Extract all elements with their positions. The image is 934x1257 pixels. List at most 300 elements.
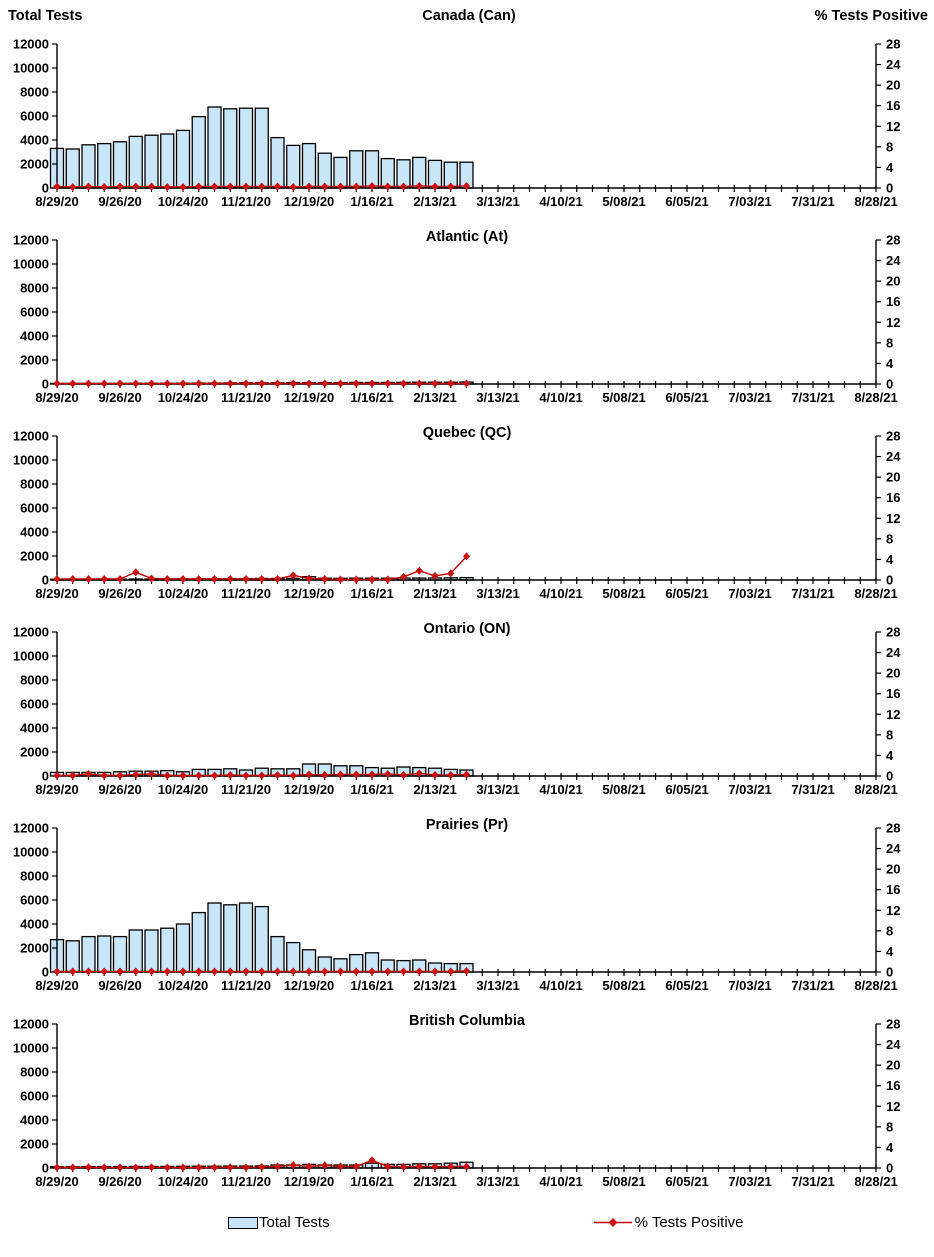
- left-tick-label: 0: [41, 180, 49, 196]
- chart-title-canada: Canada (Can): [422, 8, 516, 24]
- pct-positive-marker-icon: [305, 379, 312, 387]
- ticks: [52, 632, 881, 780]
- x-tick-label: 7/31/21: [791, 586, 835, 601]
- left-tick-label: 12000: [12, 1016, 49, 1032]
- right-tick-label: 16: [886, 294, 901, 310]
- axes: [57, 632, 876, 776]
- bar: [240, 903, 253, 972]
- x-tick-label: 7/03/21: [728, 1174, 772, 1189]
- x-tick-label: 6/05/21: [665, 978, 709, 993]
- x-tick-label: 7/03/21: [728, 978, 772, 993]
- right-tick-label: 20: [886, 665, 901, 681]
- right-axis-title: % Tests Positive: [814, 8, 928, 24]
- left-tick-label: 12000: [12, 624, 49, 640]
- bar: [145, 135, 158, 188]
- x-tick-label: 12/19/20: [283, 1174, 335, 1189]
- x-tick-label: 4/10/21: [539, 194, 583, 209]
- pct-positive-marker-icon: [53, 379, 60, 387]
- x-tick-label: 7/31/21: [791, 390, 835, 405]
- pct-positive-marker-icon: [85, 379, 92, 387]
- left-tick-label: 12000: [12, 36, 49, 52]
- left-tick-label: 6000: [20, 304, 49, 320]
- pct-positive-marker-icon: [211, 575, 218, 583]
- x-tick-label: 3/13/21: [476, 1174, 520, 1189]
- left-tick-label: 0: [41, 768, 49, 784]
- pct-positive-marker-icon: [337, 1162, 344, 1170]
- bar: [255, 907, 268, 972]
- x-tick-label: 6/05/21: [665, 586, 709, 601]
- x-tick-label: 12/19/20: [283, 390, 335, 405]
- pct-positive-marker-icon: [101, 379, 108, 387]
- x-tick-label: 1/16/21: [350, 390, 394, 405]
- left-tick-label: 8000: [20, 84, 49, 100]
- left-tick-label: 10000: [12, 60, 49, 76]
- x-tick-label: 8/29/20: [35, 194, 79, 209]
- x-tick-label: 1/16/21: [350, 782, 394, 797]
- pct-positive-marker-icon: [321, 575, 328, 583]
- pct-positive-marker-icon: [148, 379, 155, 387]
- left-tick-label: 10000: [12, 256, 49, 272]
- right-tick-label: 0: [886, 572, 894, 588]
- left-tick-label: 6000: [20, 1088, 49, 1104]
- legend-item-total-tests: [228, 1214, 330, 1231]
- tick-labels: [13, 429, 901, 602]
- x-tick-label: 5/08/21: [602, 782, 646, 797]
- right-tick-label: 20: [886, 861, 901, 877]
- chart-panel-canada: [0, 34, 934, 230]
- left-tick-label: 2000: [20, 548, 49, 564]
- right-tick-label: 12: [886, 314, 901, 330]
- bar: [287, 145, 300, 188]
- right-tick-label: 20: [886, 273, 901, 289]
- x-tick-label: 3/13/21: [476, 194, 520, 209]
- chart-panel-british-columbia: [0, 1014, 934, 1210]
- left-tick-label: 0: [41, 964, 49, 980]
- chart-panel-canada-header: [0, 0, 934, 34]
- chart-prairies: [0, 818, 934, 1014]
- pct-positive-marker-icon: [85, 770, 92, 778]
- pct-positive-marker-icon: [384, 575, 391, 583]
- bar: [98, 936, 111, 972]
- x-tick-label: 10/24/20: [157, 978, 209, 993]
- right-tick-label: 0: [886, 964, 894, 980]
- x-tick-label: 8/29/20: [35, 978, 79, 993]
- x-tick-label: 2/13/21: [413, 782, 457, 797]
- left-tick-label: 4000: [20, 328, 49, 344]
- right-tick-label: 24: [886, 253, 901, 269]
- x-tick-label: 8/28/21: [854, 390, 898, 405]
- pct-positive-marker-icon: [368, 379, 375, 387]
- pct-positive-marker-icon: [242, 575, 249, 583]
- x-tick-label: 7/31/21: [791, 978, 835, 993]
- x-tick-label: 11/21/20: [221, 782, 271, 797]
- pct-positive-marker-icon: [353, 575, 360, 583]
- x-tick-label: 10/24/20: [157, 586, 209, 601]
- x-tick-label: 6/05/21: [665, 782, 709, 797]
- bar: [271, 937, 284, 972]
- bar: [129, 136, 142, 188]
- pct-positive-marker-icon: [258, 1163, 265, 1171]
- right-tick-label: 24: [886, 449, 901, 465]
- left-tick-label: 2000: [20, 940, 49, 956]
- pct-positive-marker-icon: [227, 575, 234, 583]
- x-tick-label: 8/28/21: [854, 194, 898, 209]
- legend-item-pct-positive: [592, 1214, 744, 1231]
- pct-positive-marker-icon: [305, 1162, 312, 1170]
- right-tick-label: 12: [886, 118, 901, 134]
- x-tick-label: 1/16/21: [350, 586, 394, 601]
- chart-panel-ontario: [0, 622, 934, 818]
- right-tick-label: 28: [886, 820, 901, 836]
- pct-positive-marker-icon: [258, 379, 265, 387]
- right-tick-label: 4: [886, 159, 894, 175]
- left-tick-label: 2000: [20, 744, 49, 760]
- x-tick-label: 7/03/21: [728, 194, 772, 209]
- x-tick-label: 6/05/21: [665, 1174, 709, 1189]
- x-tick-label: 5/08/21: [602, 1174, 646, 1189]
- x-tick-label: 3/13/21: [476, 978, 520, 993]
- x-tick-label: 9/26/20: [98, 586, 142, 601]
- x-tick-label: 7/03/21: [728, 390, 772, 405]
- pct-positive-marker-icon: [69, 575, 76, 583]
- right-tick-label: 8: [886, 1119, 894, 1135]
- right-tick-label: 20: [886, 469, 901, 485]
- pct-positive-marker-icon: [384, 1162, 391, 1170]
- pct-positive-marker-icon: [132, 379, 139, 387]
- bar: [208, 107, 221, 188]
- x-tick-label: 12/19/20: [283, 194, 335, 209]
- right-tick-label: 8: [886, 531, 894, 547]
- x-tick-label: 7/31/21: [791, 1174, 835, 1189]
- pct-positive-marker-icon: [148, 574, 155, 582]
- left-tick-label: 10000: [12, 648, 49, 664]
- chart-canada: [0, 34, 934, 230]
- left-tick-label: 4000: [20, 916, 49, 932]
- x-tick-label: 7/31/21: [791, 194, 835, 209]
- x-tick-label: 2/13/21: [413, 978, 457, 993]
- pct-positive-marker-icon: [164, 379, 171, 387]
- pct-positive-marker-icon: [69, 379, 76, 387]
- chart-atlantic: [0, 230, 934, 426]
- left-tick-label: 4000: [20, 132, 49, 148]
- pct-positive-marker-icon: [258, 575, 265, 583]
- right-tick-label: 16: [886, 98, 901, 114]
- bars-group: [51, 107, 474, 188]
- bar: [177, 130, 190, 188]
- pct-positive-marker-icon: [195, 575, 202, 583]
- x-tick-label: 12/19/20: [283, 586, 335, 601]
- x-tick-label: 11/21/20: [221, 194, 271, 209]
- x-tick-label: 12/19/20: [283, 782, 335, 797]
- left-tick-label: 8000: [20, 868, 49, 884]
- x-tick-label: 7/31/21: [791, 782, 835, 797]
- left-tick-label: 4000: [20, 720, 49, 736]
- legend-label-total-tests: Total Tests: [259, 1214, 330, 1231]
- x-tick-label: 6/05/21: [665, 390, 709, 405]
- axes: [57, 240, 876, 384]
- bar: [82, 145, 95, 188]
- bar: [114, 937, 127, 972]
- right-tick-label: 28: [886, 1016, 901, 1032]
- pct-positive-marker-icon: [116, 1163, 123, 1171]
- right-tick-label: 0: [886, 768, 894, 784]
- bar: [240, 108, 253, 188]
- x-tick-label: 8/29/20: [35, 390, 79, 405]
- x-tick-label: 5/08/21: [602, 194, 646, 209]
- bar: [145, 930, 158, 972]
- pct-positive-marker-icon: [211, 379, 218, 387]
- ticks: [52, 240, 881, 388]
- pct-positive-marker-icon: [211, 1163, 218, 1171]
- right-tick-label: 16: [886, 1078, 901, 1094]
- pct-positive-marker-icon: [337, 379, 344, 387]
- pct-positive-marker-icon: [85, 1163, 92, 1171]
- left-tick-label: 0: [41, 376, 49, 392]
- right-tick-label: 8: [886, 727, 894, 743]
- x-tick-label: 3/13/21: [476, 390, 520, 405]
- legend-line-marker-icon: [592, 1216, 634, 1229]
- right-tick-label: 0: [886, 1160, 894, 1176]
- x-tick-label: 4/10/21: [539, 782, 583, 797]
- pct-positive-marker-icon: [400, 379, 407, 387]
- x-tick-label: 9/26/20: [98, 1174, 142, 1189]
- chart-title-british-columbia: British Columbia: [408, 1013, 525, 1029]
- x-tick-label: 11/21/20: [221, 978, 271, 993]
- pct-positive-marker-icon: [242, 1163, 249, 1171]
- pct-positive-marker-icon: [164, 1163, 171, 1171]
- pct-positive-marker-icon: [227, 379, 234, 387]
- x-tick-label: 2/13/21: [413, 390, 457, 405]
- axes: [57, 1024, 876, 1168]
- pct-positive-marker-icon: [416, 379, 423, 387]
- right-tick-label: 0: [886, 180, 894, 196]
- x-tick-label: 4/10/21: [539, 1174, 583, 1189]
- bars-group: [51, 903, 474, 972]
- x-tick-label: 3/13/21: [476, 782, 520, 797]
- pct-positive-marker-icon: [132, 568, 139, 576]
- pct-positive-marker-icon: [85, 575, 92, 583]
- left-tick-label: 12000: [12, 428, 49, 444]
- right-tick-label: 24: [886, 645, 901, 661]
- right-tick-label: 24: [886, 841, 901, 857]
- left-tick-label: 10000: [12, 452, 49, 468]
- right-tick-label: 4: [886, 943, 894, 959]
- pct-positive-marker-icon: [305, 574, 312, 582]
- x-tick-label: 8/28/21: [854, 1174, 898, 1189]
- pct-positive-marker-icon: [353, 379, 360, 387]
- x-tick-label: 8/29/20: [35, 1174, 79, 1189]
- x-tick-label: 4/10/21: [539, 978, 583, 993]
- pct-positive-marker-icon: [179, 379, 186, 387]
- right-tick-label: 28: [886, 428, 901, 444]
- x-tick-label: 2/13/21: [413, 194, 457, 209]
- legend-label-pct-positive: % Tests Positive: [634, 1214, 744, 1231]
- bar: [192, 913, 205, 972]
- left-tick-label: 12000: [12, 232, 49, 248]
- pct-positive-marker-icon: [132, 1163, 139, 1171]
- left-tick-label: 2000: [20, 352, 49, 368]
- right-tick-label: 12: [886, 706, 901, 722]
- x-tick-label: 2/13/21: [413, 1174, 457, 1189]
- pct-positive-marker-icon: [274, 575, 281, 583]
- x-tick-label: 10/24/20: [157, 1174, 209, 1189]
- x-tick-label: 11/21/20: [221, 586, 271, 601]
- pct-positive-marker-icon: [274, 1162, 281, 1170]
- ticks: [52, 1024, 881, 1172]
- left-tick-label: 2000: [20, 156, 49, 172]
- chart-title-quebec: Quebec (QC): [422, 425, 512, 441]
- right-tick-label: 28: [886, 232, 901, 248]
- chart-title-ontario: Ontario (ON): [423, 621, 511, 637]
- x-tick-label: 1/16/21: [350, 1174, 394, 1189]
- right-tick-label: 16: [886, 686, 901, 702]
- chart-panel-prairies: [0, 818, 934, 1014]
- chart-title-prairies: Prairies (Pr): [425, 817, 509, 833]
- right-tick-label: 16: [886, 490, 901, 506]
- chart-title-atlantic: Atlantic (At): [425, 229, 509, 245]
- pct-positive-marker-icon: [337, 575, 344, 583]
- right-tick-label: 12: [886, 1098, 901, 1114]
- right-tick-label: 8: [886, 139, 894, 155]
- right-tick-label: 12: [886, 902, 901, 918]
- right-tick-label: 4: [886, 551, 894, 567]
- pct-positive-marker-icon: [101, 1163, 108, 1171]
- right-tick-label: 28: [886, 624, 901, 640]
- right-tick-label: 20: [886, 77, 901, 93]
- ticks: [52, 436, 881, 584]
- left-tick-label: 6000: [20, 696, 49, 712]
- right-tick-label: 16: [886, 882, 901, 898]
- pct-positive-marker-icon: [447, 379, 454, 387]
- pct-positive-marker-icon: [164, 575, 171, 583]
- x-tick-label: 10/24/20: [157, 194, 209, 209]
- left-tick-label: 6000: [20, 500, 49, 516]
- legend: [0, 1214, 934, 1231]
- left-tick-label: 10000: [12, 1040, 49, 1056]
- left-tick-label: 6000: [20, 108, 49, 124]
- pct-positive-marker-icon: [384, 379, 391, 387]
- x-tick-label: 4/10/21: [539, 586, 583, 601]
- x-tick-label: 8/28/21: [854, 978, 898, 993]
- pct-positive-marker-icon: [179, 1163, 186, 1171]
- x-tick-label: 11/21/20: [221, 390, 271, 405]
- left-tick-label: 10000: [12, 844, 49, 860]
- left-tick-label: 4000: [20, 524, 49, 540]
- x-tick-label: 9/26/20: [98, 194, 142, 209]
- left-tick-label: 8000: [20, 672, 49, 688]
- pct-positive-marker-icon: [69, 1163, 76, 1171]
- x-tick-label: 9/26/20: [98, 390, 142, 405]
- x-tick-label: 7/03/21: [728, 586, 772, 601]
- bar: [271, 138, 284, 188]
- x-tick-label: 9/26/20: [98, 782, 142, 797]
- pct-positive-marker-icon: [195, 1163, 202, 1171]
- bar: [224, 905, 237, 972]
- tick-labels: [13, 233, 901, 406]
- chart-quebec: [0, 426, 934, 622]
- pct-positive-marker-icon: [416, 567, 423, 575]
- left-tick-label: 0: [41, 572, 49, 588]
- pct-positive-marker-icon: [227, 1163, 234, 1171]
- pct-positive-marker-icon: [195, 379, 202, 387]
- bar: [82, 937, 95, 972]
- left-tick-label: 12000: [12, 820, 49, 836]
- x-tick-label: 11/21/20: [221, 1174, 271, 1189]
- pct-positive-marker-icon: [116, 575, 123, 583]
- chart-panel-atlantic: [0, 230, 934, 426]
- x-tick-label: 6/05/21: [665, 194, 709, 209]
- pct-positive-marker-icon: [179, 575, 186, 583]
- x-tick-label: 1/16/21: [350, 194, 394, 209]
- pct-positive-marker-icon: [242, 379, 249, 387]
- pct-positive-marker-icon: [368, 575, 375, 583]
- x-tick-label: 1/16/21: [350, 978, 394, 993]
- left-tick-label: 8000: [20, 280, 49, 296]
- pct-positive-marker-icon: [321, 379, 328, 387]
- right-tick-label: 4: [886, 1139, 894, 1155]
- chart-british-columbia: [0, 1014, 934, 1210]
- bar: [114, 142, 127, 188]
- x-tick-label: 7/03/21: [728, 782, 772, 797]
- chart-ontario: [0, 622, 934, 818]
- bar: [129, 930, 142, 972]
- x-tick-label: 10/24/20: [157, 782, 209, 797]
- bar: [303, 144, 316, 188]
- x-tick-label: 8/29/20: [35, 586, 79, 601]
- bar: [161, 928, 174, 972]
- x-tick-label: 8/28/21: [854, 586, 898, 601]
- bar: [98, 144, 111, 188]
- left-tick-label: 8000: [20, 1064, 49, 1080]
- right-tick-label: 28: [886, 36, 901, 52]
- left-tick-label: 0: [41, 1160, 49, 1176]
- right-tick-label: 12: [886, 510, 901, 526]
- x-tick-label: 5/08/21: [602, 390, 646, 405]
- pct-positive-marker-icon: [53, 575, 60, 583]
- right-tick-label: 8: [886, 335, 894, 351]
- x-tick-label: 2/13/21: [413, 586, 457, 601]
- bar: [255, 108, 268, 188]
- pct-positive-marker-icon: [353, 1162, 360, 1170]
- x-tick-label: 8/28/21: [854, 782, 898, 797]
- pct-positive-marker-icon: [148, 1163, 155, 1171]
- x-tick-label: 12/19/20: [283, 978, 335, 993]
- left-axis-title: Total Tests: [8, 8, 83, 24]
- right-tick-label: 20: [886, 1057, 901, 1073]
- pct-positive-marker-icon: [463, 379, 470, 387]
- pct-positive-marker-icon: [101, 575, 108, 583]
- bar: [208, 903, 221, 972]
- bar: [177, 924, 190, 972]
- left-tick-label: 8000: [20, 476, 49, 492]
- x-tick-label: 9/26/20: [98, 978, 142, 993]
- bar: [66, 941, 79, 972]
- chart-panel-quebec: [0, 426, 934, 622]
- pct-positive-marker-icon: [431, 379, 438, 387]
- left-tick-label: 4000: [20, 1112, 49, 1128]
- x-tick-label: 8/29/20: [35, 782, 79, 797]
- bar: [161, 134, 174, 188]
- right-tick-label: 24: [886, 57, 901, 73]
- pct-positive-marker-icon: [53, 1163, 60, 1171]
- right-tick-label: 4: [886, 747, 894, 763]
- right-tick-label: 0: [886, 376, 894, 392]
- left-tick-label: 2000: [20, 1136, 49, 1152]
- x-tick-label: 5/08/21: [602, 586, 646, 601]
- pct-positive-marker-icon: [290, 379, 297, 387]
- x-tick-label: 10/24/20: [157, 390, 209, 405]
- left-tick-label: 6000: [20, 892, 49, 908]
